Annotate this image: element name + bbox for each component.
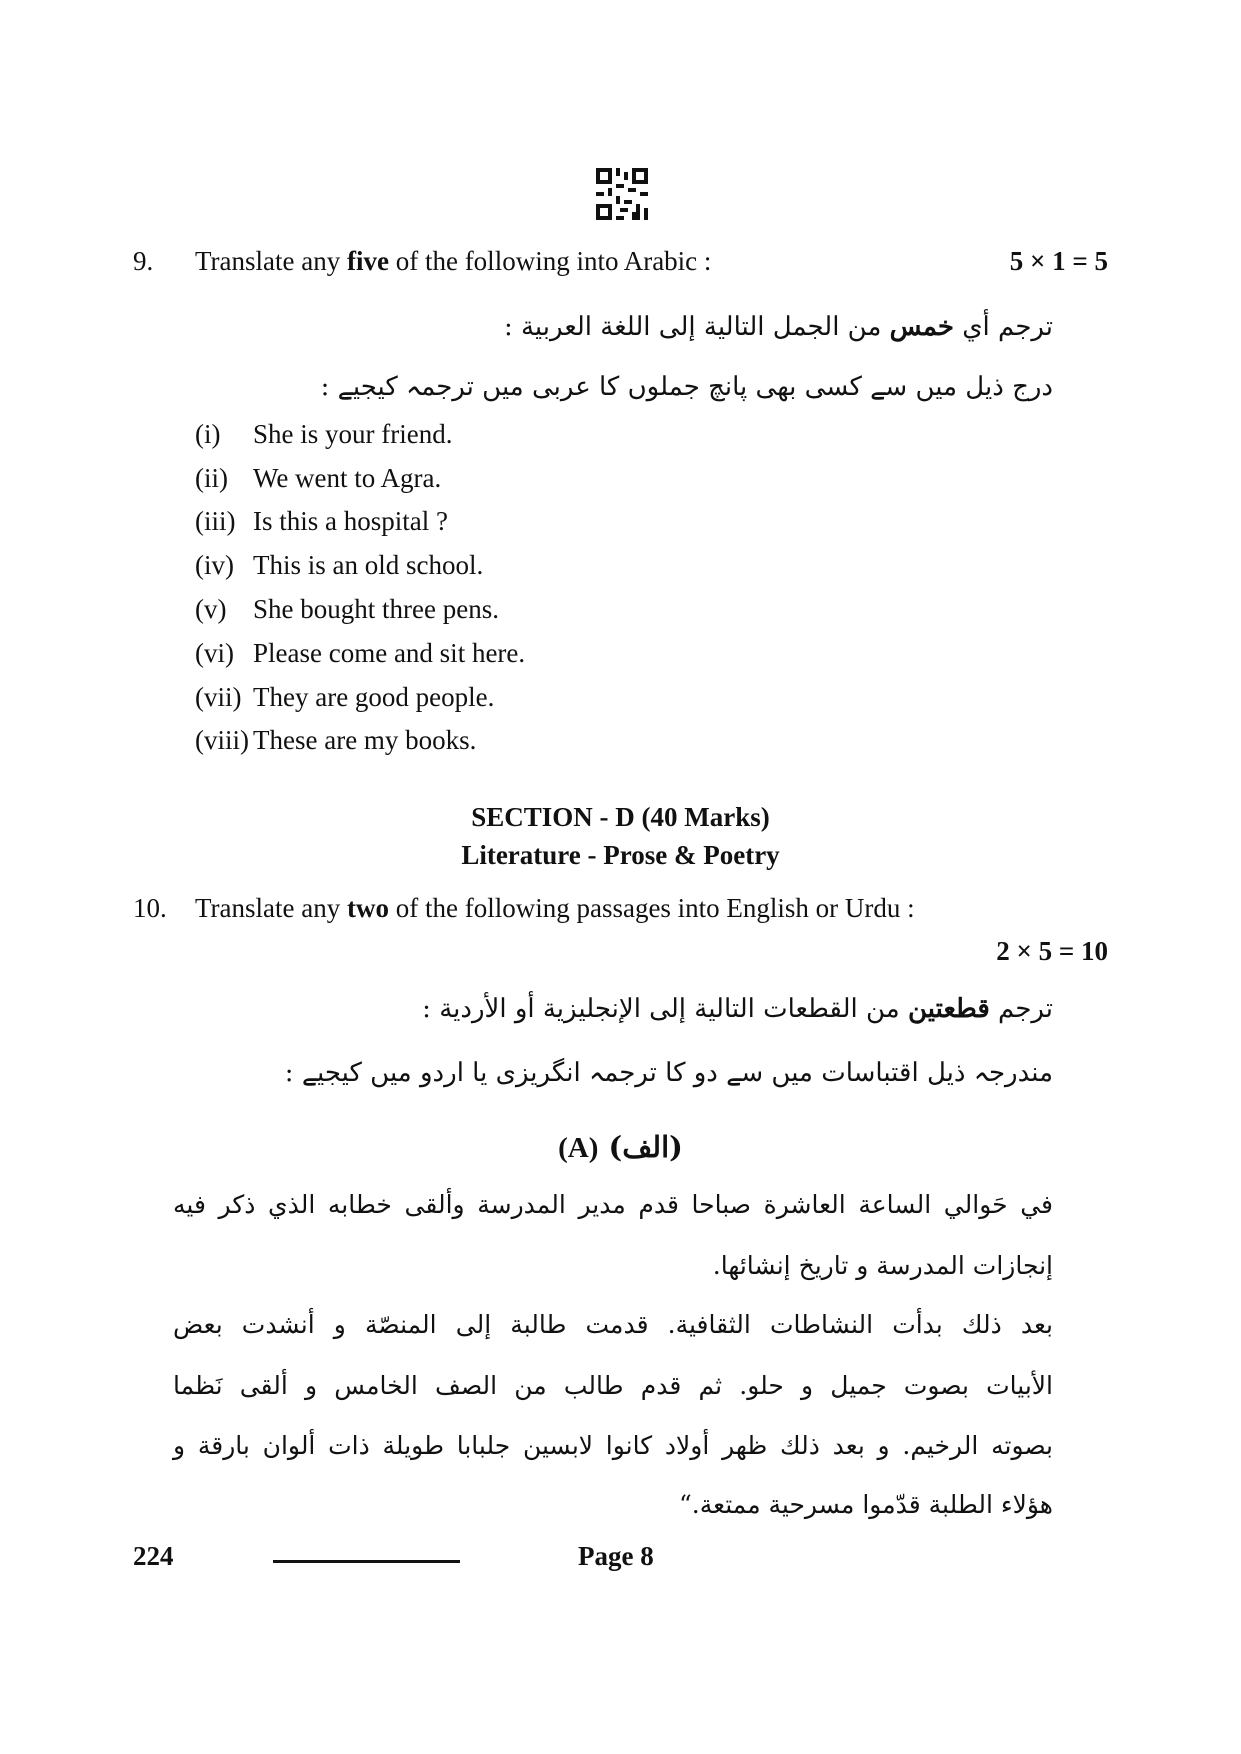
passage-line: هؤلاء الطلبة قدّموا مسرحية ممتعة.“ [679,1490,1053,1519]
list-item-number: (viii) [195,725,249,755]
passage-label: (A) (الف) [558,1130,683,1164]
list-item-number: (vi) [195,638,234,668]
list-item-number: (vii) [195,682,242,712]
question-10-marks: 2 × 5 = 10 [996,936,1108,966]
list-item: This is an old school. [253,550,484,580]
passage-line: الأبيات بصوت جميل و حلو. ثم قدم طالب من الصف الخامس و ألقى نَظما [173,1371,1053,1400]
list-item-number: (ii) [195,463,228,493]
qr-code [596,168,648,220]
question-9-number: 9. [133,246,154,276]
question-10-urdu-instruction: مندرجہ ذیل اقتباسات میں سے دو کا ترجمہ انگریزی یا اردو میں کیجیے : [284,1058,1053,1088]
list-item: She is your friend. [253,419,453,449]
paper-code: 224 [133,1541,174,1571]
section-subtitle: Literature - Prose & Poetry [461,840,780,870]
list-item-number: (i) [195,419,221,449]
list-item: We went to Agra. [253,463,442,493]
question-9-marks: 5 × 1 = 5 [1009,246,1108,276]
question-9-arabic-instruction: ترجم أي خمس من الجمل التالية إلى اللغة العربية : [503,312,1053,342]
passage-line: إنجازات المدرسة و تاريخ إنشائها. [712,1251,1053,1280]
list-item: Is this a hospital ? [253,506,448,536]
question-9-instruction: Translate any five of the following into Arabic : [195,246,712,276]
passage-line: في حَوالي الساعة العاشرة صباحا قدم مدير المدرسة وألقى خطابه الذي ذكر فيه [173,1190,1053,1219]
list-item-number: (iv) [195,550,234,580]
list-item: They are good people. [253,682,495,712]
passage-line: بعد ذلك بدأت النشاطات الثقافية. قدمت طالبة إلى المنصّة و أنشدت بعض [173,1310,1053,1339]
list-item: Please come and sit here. [253,638,526,668]
question-10-number: 10. [133,893,167,923]
list-item: These are my books. [253,725,477,755]
page-number: Page 8 [578,1541,654,1571]
question-10-arabic-instruction: ترجم قطعتين من القطعات التالية إلى الإنجليزية أو الأردية : [422,994,1053,1024]
footer-divider [273,1560,460,1563]
question-9-urdu-instruction: درج ذیل میں سے کسی بھی پانچ جملوں کا عربی میں ترجمہ کیجیے : [320,372,1053,402]
list-item-number: (v) [195,594,227,624]
passage-line: بصوته الرخيم. و بعد ذلك ظهر أولاد كانوا لابسين جلبابا طويلة ذات ألوان بارقة و [173,1431,1053,1460]
question-10-instruction: Translate any two of the following passages into English or Urdu : [195,893,915,923]
section-title: SECTION - D (40 Marks) [471,802,770,832]
list-item-number: (iii) [195,506,236,536]
list-item: She bought three pens. [253,594,499,624]
